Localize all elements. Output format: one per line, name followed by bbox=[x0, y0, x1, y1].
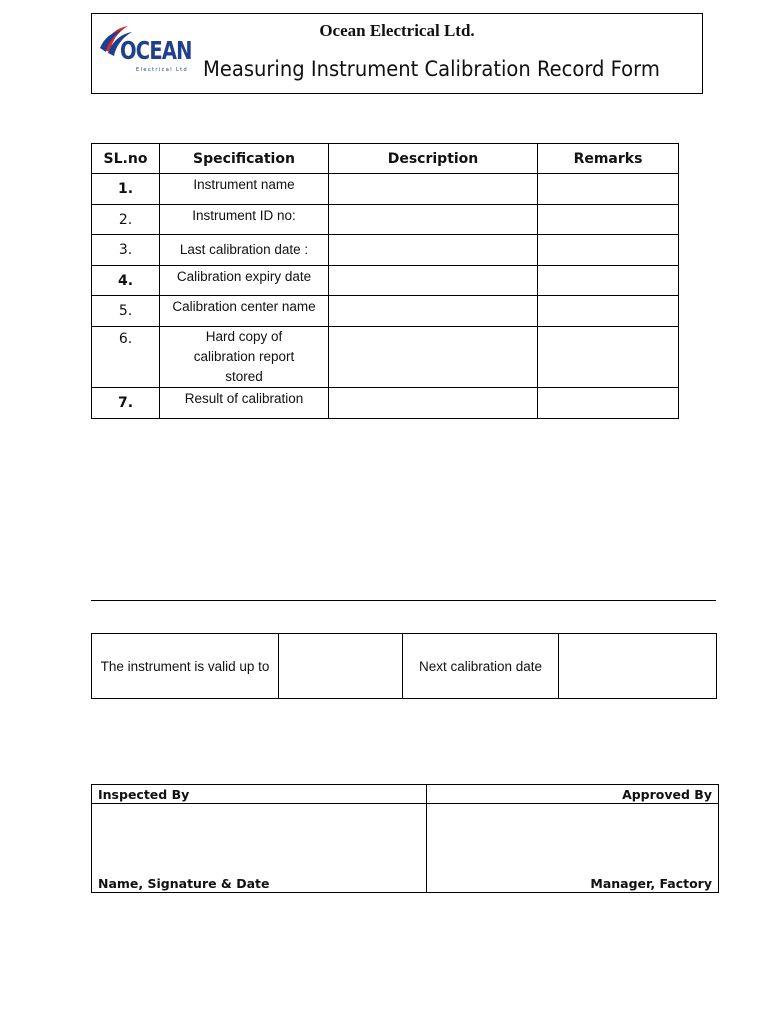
sl-no-cell: 2. bbox=[92, 205, 160, 235]
sl-no-cell: 3. bbox=[92, 235, 160, 266]
valid-up-to-label: The instrument is valid up to bbox=[92, 634, 279, 699]
validity-row bbox=[92, 634, 717, 699]
company-name bbox=[92, 21, 702, 41]
calibration-spec-table bbox=[91, 143, 679, 419]
approver-footer-label: Manager, Factory bbox=[590, 876, 712, 891]
specification-cell: Instrument ID no: bbox=[160, 205, 329, 235]
specification-cell: Calibration center name bbox=[160, 296, 329, 327]
remarks-cell[interactable] bbox=[538, 235, 679, 266]
inspector-signature-field[interactable] bbox=[92, 804, 427, 893]
column-header-sl-no: SL.no bbox=[92, 144, 160, 174]
company-name-text: Ocean Electrical Ltd. bbox=[319, 21, 475, 40]
remarks-cell[interactable] bbox=[538, 266, 679, 296]
description-cell[interactable] bbox=[329, 235, 538, 266]
remarks-cell[interactable] bbox=[538, 174, 679, 205]
table-row bbox=[92, 205, 679, 235]
table-row bbox=[92, 388, 679, 419]
sl-no-cell: 5. bbox=[92, 296, 160, 327]
description-cell[interactable] bbox=[329, 327, 538, 388]
description-cell[interactable] bbox=[329, 388, 538, 419]
logo-wordmark: OCEAN bbox=[120, 36, 192, 65]
specification-cell: Instrument name bbox=[160, 174, 329, 205]
validity-table bbox=[91, 633, 717, 699]
sl-no-cell: 1. bbox=[92, 174, 160, 205]
table-header-row bbox=[92, 144, 679, 174]
valid-up-to-field[interactable] bbox=[279, 634, 403, 699]
description-cell[interactable] bbox=[329, 266, 538, 296]
inspected-by-label: Inspected By bbox=[92, 785, 427, 804]
signature-header-row bbox=[92, 785, 719, 804]
column-header-remarks: Remarks bbox=[538, 144, 679, 174]
next-calibration-field[interactable] bbox=[559, 634, 717, 699]
column-header-description: Description bbox=[329, 144, 538, 174]
description-cell[interactable] bbox=[329, 296, 538, 327]
sl-no-cell: 6. bbox=[92, 327, 160, 388]
specification-cell: Hard copy of calibration report stored bbox=[160, 327, 329, 388]
remarks-cell[interactable] bbox=[538, 296, 679, 327]
description-cell[interactable] bbox=[329, 174, 538, 205]
next-calibration-label: Next calibration date bbox=[403, 634, 559, 699]
signature-body-row bbox=[92, 804, 719, 893]
remarks-cell[interactable] bbox=[538, 327, 679, 388]
remarks-cell[interactable] bbox=[538, 205, 679, 235]
specification-cell: Result of calibration bbox=[160, 388, 329, 419]
table-row bbox=[92, 296, 679, 327]
remarks-cell[interactable] bbox=[538, 388, 679, 419]
approver-signature-field[interactable] bbox=[427, 804, 719, 893]
table-row bbox=[92, 235, 679, 266]
form-title: Measuring Instrument Calibration Record Form bbox=[203, 57, 660, 81]
table-row bbox=[92, 266, 679, 296]
logo-subtext: Electrical Ltd bbox=[136, 67, 189, 73]
description-cell[interactable] bbox=[329, 205, 538, 235]
section-divider bbox=[91, 600, 716, 601]
form-header bbox=[91, 13, 703, 94]
table-row bbox=[92, 174, 679, 205]
specification-cell: Calibration expiry date bbox=[160, 266, 329, 296]
table-row bbox=[92, 327, 679, 388]
inspector-footer-label: Name, Signature & Date bbox=[98, 876, 270, 891]
signature-table bbox=[91, 784, 719, 893]
approved-by-label: Approved By bbox=[427, 785, 719, 804]
specification-cell: Last calibration date : bbox=[160, 235, 329, 266]
column-header-specification: Specification bbox=[160, 144, 329, 174]
sl-no-cell: 7. bbox=[92, 388, 160, 419]
sl-no-cell: 4. bbox=[92, 266, 160, 296]
